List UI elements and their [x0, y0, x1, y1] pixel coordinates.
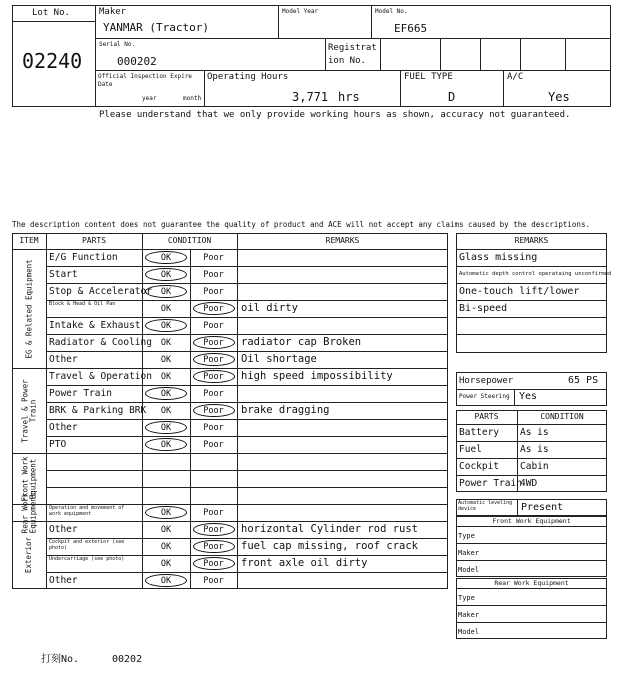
poor-circle-mark: [193, 302, 235, 315]
side-remark-line: One-touch lift/lower: [459, 286, 580, 297]
ok-circle-mark: [145, 421, 187, 434]
side-part-condition: As is: [520, 427, 549, 438]
side-remark-line: Automatic depth control operataing unconfirmed: [459, 271, 612, 277]
side-part-name: Power Train: [459, 478, 522, 489]
group-travel-label: Travel & Power Train: [19, 378, 37, 443]
front-equipment-header: Front Work Equipment: [492, 517, 571, 525]
stamp-label: 打刻No.: [41, 654, 80, 665]
side-condition-header: CONDITION: [540, 412, 584, 421]
hours-note: Please understand that we only provide working hours as shown, accuracy not guaranteed.: [99, 110, 571, 120]
poor-option: Poor: [203, 338, 224, 348]
ok-option: OK: [160, 423, 172, 433]
row-part-label: Stop & Accelerator: [49, 286, 152, 297]
hours-value: 3,771: [292, 90, 329, 104]
group-exterior-label: Exterior: [23, 536, 33, 574]
horsepower-label: Horsepower: [459, 376, 514, 386]
power-steering-label: Power Steering: [459, 393, 510, 400]
rear-equipment-maker: Maker: [458, 611, 480, 619]
side-part-name: Cockpit: [459, 461, 500, 472]
side-part-name: Fuel: [459, 444, 482, 455]
group-front-label: Front Work Equipment: [19, 455, 37, 502]
poor-option: Poor: [203, 508, 224, 518]
row-part-label: Travel & Operation: [49, 371, 152, 382]
row-remark: radiator cap Broken: [241, 336, 362, 348]
row-remark: brake dragging: [241, 404, 330, 416]
poor-circle-mark: [193, 353, 235, 366]
serial-value: 000202: [117, 55, 157, 68]
row-remark: oil dirty: [241, 302, 298, 314]
side-part-name: Battery: [459, 427, 500, 438]
poor-circle-mark: [193, 540, 235, 553]
group-eg-label: EG & Related Equipment: [23, 258, 33, 359]
lot-label: Lot No.: [32, 8, 70, 18]
row-part-label: Other: [49, 354, 78, 365]
row-part-label: BRK & Parking BRK: [49, 405, 147, 416]
row-part-label: Cockpit and exterior (see photo): [49, 539, 125, 551]
poor-option: Poor: [203, 525, 224, 535]
ok-option: OK: [160, 338, 172, 348]
row-part-label: Other: [49, 575, 78, 586]
ok-option: OK: [160, 525, 172, 535]
row-part-label: Undercarriage (see photo): [49, 556, 125, 562]
group-rear-label: Rear Work Equipment: [19, 492, 37, 533]
ok-circle-mark: [145, 438, 187, 451]
rear-equipment-model: Model: [458, 628, 480, 636]
month-label: month: [183, 95, 202, 102]
poor-option: Poor: [203, 542, 224, 552]
stamp-value: 00202: [112, 654, 143, 665]
side-remarks-header: REMARKS: [514, 236, 549, 245]
ok-circle-mark: [145, 251, 187, 264]
ok-option: OK: [160, 270, 172, 280]
rear-equipment-type: Type: [458, 594, 475, 602]
ok-circle-mark: [145, 285, 187, 298]
ok-option: OK: [160, 559, 172, 569]
row-remark: fuel cap missing, roof crack: [241, 540, 419, 552]
row-remark: horizontal Cylinder rod rust: [241, 523, 419, 535]
ac-value: Yes: [548, 90, 570, 104]
row-remark: high speed impossibility: [241, 370, 393, 382]
inspection-label: Official Inspection Expire Date: [98, 73, 192, 88]
row-part-label: PTO: [49, 439, 67, 450]
poor-circle-mark: [193, 336, 235, 349]
ok-circle-mark: [145, 574, 187, 587]
side-part-condition: 4WD: [520, 478, 538, 489]
ok-circle-mark: [145, 506, 187, 519]
poor-option: Poor: [203, 440, 224, 450]
poor-circle-mark: [193, 370, 235, 383]
ok-option: OK: [160, 253, 172, 263]
side-remark-line: Glass missing: [459, 252, 538, 263]
rear-equipment-header: Rear Work Equipment: [494, 579, 569, 587]
row-part-label: Block & Head & Oil Pan: [49, 301, 116, 307]
front-equipment-type: Type: [458, 532, 475, 540]
hours-label: Operating Hours: [207, 72, 289, 82]
front-equipment-model: Model: [458, 566, 480, 574]
table-header-item: ITEM: [19, 236, 39, 245]
maker-label: Maker: [99, 7, 127, 17]
side-part-condition: As is: [520, 444, 549, 455]
year-label: year: [142, 95, 157, 102]
row-remark: front axle oil dirty: [241, 557, 368, 569]
ok-circle-mark: [145, 319, 187, 332]
horsepower-value: 65 PS: [568, 375, 599, 386]
registration-label: Registrat ion No.: [328, 43, 377, 66]
ok-option: OK: [160, 542, 172, 552]
hours-unit: hrs: [338, 90, 360, 104]
front-equipment-maker: Maker: [458, 549, 480, 557]
maker-value: YANMAR (Tractor): [103, 21, 209, 34]
row-part-label: Start: [49, 269, 78, 280]
table-header-condition: CONDITION: [167, 236, 212, 245]
row-part-label: Other: [49, 422, 78, 433]
side-remark-line: Bi-speed: [459, 303, 508, 314]
row-part-label: Radiator & Cooling: [49, 337, 152, 348]
poor-option: Poor: [203, 304, 224, 314]
disclaimer: The description content does not guarantee the quality of product and ACE will not accept any claims caused by the descriptions.: [12, 220, 590, 229]
poor-option: Poor: [203, 576, 224, 586]
poor-circle-mark: [193, 523, 235, 536]
ac-label: A/C: [507, 72, 524, 82]
ok-option: OK: [160, 406, 172, 416]
ok-circle-mark: [145, 387, 187, 400]
lot-value: 02240: [22, 49, 83, 73]
row-part-label: Operation and movement of work equipment: [49, 505, 125, 517]
ok-option: OK: [160, 321, 172, 331]
ok-circle-mark: [145, 268, 187, 281]
poor-option: Poor: [203, 559, 224, 569]
auto-leveling-label: Automatic leveling device: [458, 500, 513, 512]
auto-leveling-value: Present: [521, 502, 564, 513]
fuel-value: D: [448, 90, 456, 104]
ok-option: OK: [160, 372, 172, 382]
model-no-value: EF665: [394, 22, 428, 35]
row-remark: Oil shortage: [241, 353, 317, 365]
poor-circle-mark: [193, 557, 235, 570]
ok-option: OK: [160, 389, 172, 399]
row-part-label: Power Train: [49, 388, 112, 399]
poor-option: Poor: [203, 253, 224, 263]
poor-option: Poor: [203, 287, 224, 297]
ok-option: OK: [160, 576, 172, 586]
poor-option: Poor: [203, 406, 224, 416]
poor-option: Poor: [203, 372, 224, 382]
row-part-label: E/G Function: [49, 252, 118, 263]
poor-circle-mark: [193, 404, 235, 417]
table-header-parts: PARTS: [81, 236, 107, 245]
power-steering-value: Yes: [519, 391, 538, 402]
poor-option: Poor: [203, 389, 224, 399]
ok-option: OK: [160, 440, 172, 450]
ok-option: OK: [160, 287, 172, 297]
poor-option: Poor: [203, 423, 224, 433]
ok-option: OK: [160, 508, 172, 518]
ok-option: OK: [160, 304, 172, 314]
poor-option: Poor: [203, 321, 224, 331]
table-header-remarks: REMARKS: [325, 236, 360, 245]
side-part-condition: Cabin: [520, 461, 549, 472]
model-no-label: Model No.: [375, 8, 408, 15]
ok-option: OK: [160, 355, 172, 365]
model-year-label: Model Year: [282, 8, 319, 15]
poor-option: Poor: [203, 270, 224, 280]
row-part-label: Intake & Exhaust: [49, 320, 141, 331]
poor-option: Poor: [203, 355, 224, 365]
fuel-label: FUEL TYPE: [404, 72, 453, 82]
row-part-label: Other: [49, 524, 78, 535]
serial-label: Serial No.: [99, 41, 136, 48]
side-parts-header: PARTS: [474, 412, 499, 421]
